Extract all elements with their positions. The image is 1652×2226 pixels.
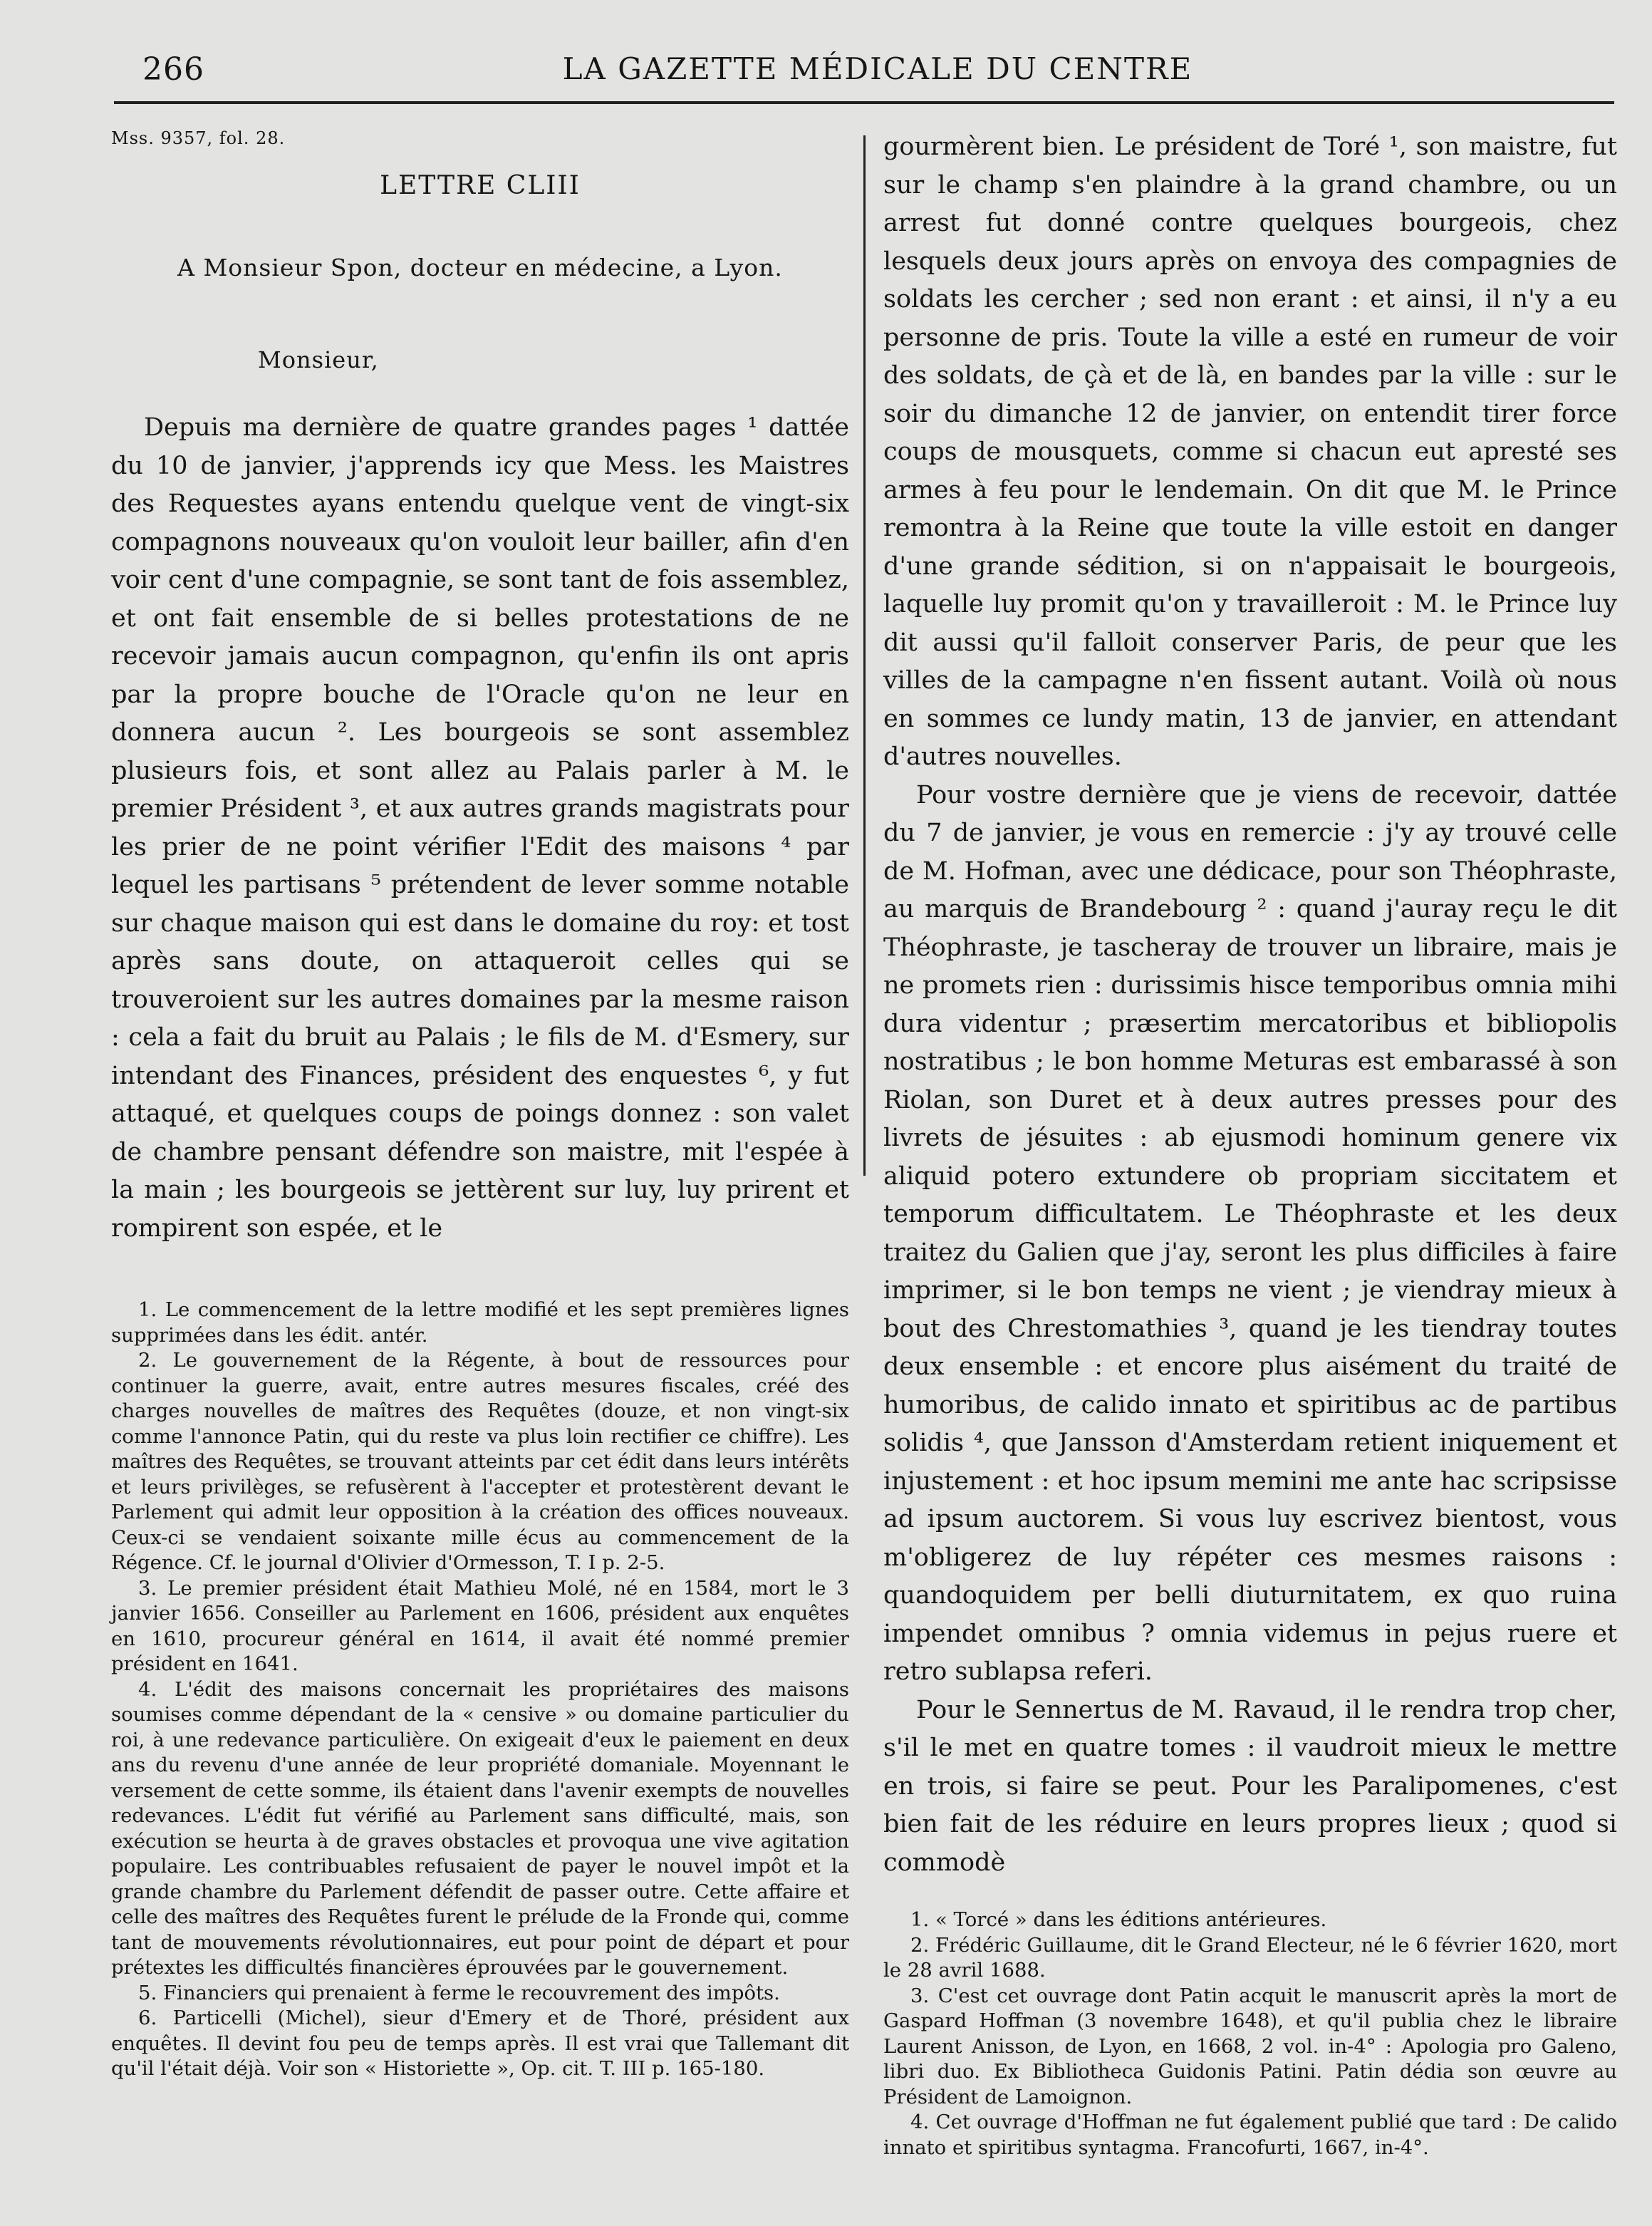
footnote: 3. Le premier président était Mathieu Molé, né en 1584, mort le 3 janvier 1656. Conseiller au Parlement en 1606, président aux enquêtes en 1610, procureur général en 1614, il avait été nommé premier président en 1641. [111,1576,849,1675]
footnote: 2. Le gouvernement de la Régente, à bout de ressources pour continuer la guerre, avait, entre autres mesures fiscales, créé des charges nouvelles de maîtres des Requêtes (douze, et non vingt-six comme l'annonce Patin, qui du reste va plus loin rectifier ce chiffre). Les maîtres des Requêtes, se trouvant atteints par cet édit dans leurs intérêts et leurs privilèges, se refusèrent à l'accepter et protestèrent devant le Parlement qui admit leur opposition à la création des offices nouveaux. Ceux-ci se vendaient soixante mille écus au commencement de la Régence. Cf. le journal d'Olivier d'Ormesson, T. I p. 2-5. [111,1349,849,1574]
footnote: 6. Particelli (Michel), sieur d'Emery et de Thoré, président aux enquêtes. Il devint fou peu de temps après. Il est vrai que Tallemant dit qu'il l'était déjà. Voir son « Historiette », Op. cit. T. III p. 165-180. [111,2007,849,2080]
column-divider [863,135,866,1176]
letter-addressee: A Monsieur Spon, docteur en médecine, a Lyon. [177,254,783,281]
footnote: 4. L'édit des maisons concernait les propriétaires des maisons soumises comme dépendant de la « censive » ou domaine particulier du roi, à une redevance particulière. On exigeait d'eux le paiement en deux ans du revenu d'une année de leur propriété domaniale. Moyennant le versement de cette somme, ils étaient dans l'avenir exempts de nouvelles redevances. L'édit fut vérifié au Parlement sans difficulté, mais, son exécution se heurta à de graves obstacles et provoqua une vive agitation populaire. Les contribuables refusaient de payer le nouvel impôt et la grande chambre du Parlement défendit de passer outre. Cette affaire et celle des maîtres des Requêtes furent le prélude de la Fronde qui, comme tant de mouvements révolutionnaires, eut pour point de départ et pour prétextes les difficultés financières éprouvées par le gouvernement. [111,1677,849,1979]
journal-title: LA GAZETTE MÉDICALE DU CENTRE [562,51,1193,86]
right-body-paragraph: gourmèrent bien. Le président de Toré ¹, son maistre, fut sur le champ s'en plaindre à la grand chambre, ou un arrest fut donné contre quelques bourgeois, chez lesquels deux jours après on envoya des compagnies de soldats les cercher ; sed non erant : et ainsi, il n'y a eu personne de pris. Toute la ville a esté en rumeur de voir des soldats, de çà et de là, en bandes par la ville : sur le soir du dimanche 12 de janvier, on entendit tirer force coups de mousquets, comme si chacun eut apresté ses armes à feu pour le lendemain. On dit que M. le Prince remontra à la Reine que toute la ville estoit en danger d'une grande sédition, si on n'appaisait le bourgeois, laquelle luy promit qu'on y travailleroit : M. le Prince luy dit aussi qu'il falloit conserver Paris, de peur que les villes de la campagne n'en fissent autant. Voilà où nous en sommes ce lundy matin, 13 de janvier, en attendant d'autres nouvelles. [883,133,1617,771]
header-rule [114,101,1614,104]
letter-salutation: Monsieur, [258,346,379,373]
footnote: 1. Le commencement de la lettre modifié et les sept premières lignes supprimées dans les édit. antér. [111,1298,849,1347]
footnote: 1. « Torcé » dans les éditions antérieures. [910,1908,1327,1931]
footnote: 2. Frédéric Guillaume, dit le Grand Electeur, né le 6 février 1620, mort le 28 avril 1688. [883,1933,1617,1982]
right-body-paragraph: Pour le Sennertus de M. Ravaud, il le rendra trop cher, s'il le met en quatre tomes : il vaudroit mieux le mettre en trois, si faire se peut. Pour les Paralipomenes, c'est bien fait de les réduire en leurs propres lieux ; quod si commodè [883,1695,1617,1877]
left-body-paragraph: Depuis ma dernière de quatre grandes pages ¹ dattée du 10 de janvier, j'apprends icy que Mess. les Maistres des Requestes ayans entendu quelque vent de vingt-six compagnons nouveaux qu'on vouloit leur bailler, afin d'en voir cent d'une compagnie, se sont tant de fois assemblez, et ont fait ensemble de si belles protestations de ne recevoir jamais aucun compagnon, qu'enfin ils ont apris par la propre bouche de l'Oracle qu'on ne leur en donnera aucun ². Les bourgeois se sont assemblez plusieurs fois, et sont allez au Palais parler à M. le premier Président ³, et aux autres grands magistrats pour les prier de ne point vérifier l'Edit des maisons ⁴ par lequel les partisans ⁵ prétendent de lever somme notable sur chaque maison qui est dans le domaine du roy: et tost après sans doute, on attaqueroit celles qui se trouveroient sur les autres domaines par la mesme raison : cela a fait du bruit au Palais ; le fils de M. d'Esmery, sur intendant des Finances, président des enquestes ⁶, y fut attaqué, et quelques coups de poings donnez : son valet de chambre pensant défendre son maistre, mit l'espée à la main ; les bourgeois se jettèrent sur luy, luy prirent et rompirent son espée, et le [111,413,849,1243]
left-body [111,409,849,1248]
left-column [111,128,849,2082]
footnote: 5. Financiers qui prenaient à ferme le recouvrement des impôts. [138,1981,780,2004]
left-footnotes [111,1298,849,2082]
right-column [883,128,1617,2160]
letter-title: LETTRE CLIII [380,171,581,200]
page-number: 266 [142,51,204,88]
right-footnotes [883,1907,1617,2160]
right-body [883,128,1617,1882]
manuscript-reference: Mss. 9357, fol. 28. [111,128,286,148]
footnote: 4. Cet ouvrage d'Hoffman ne fut également publié que tard : De calido innato et spiritibus syntagma. Francofurti, 1667, in-4°. [883,2111,1617,2159]
page-header [142,51,1613,94]
right-body-paragraph: Pour vostre dernière que je viens de recevoir, dattée du 7 de janvier, je vous en remercie : j'y ay trouvé celle de M. Hofman, avec une dédicace, pour son Théophraste, au marquis de Brandebourg ² : quand j'auray reçu le dit Théophraste, je tascheray de trouver un libraire, mais je ne promets rien : durissimis hisce temporibus omnia mihi dura videntur ; præsertim mercatoribus et bibliopolis nostratibus ; le bon homme Meturas est embarassé à son Riolan, son Duret et à deux autres presses pour des livrets de jésuites : ab ejusmodi hominum genere vix aliquid potero extundere ob propriam siccitatem et temporum difficultatem. Le Théophraste et les deux traitez du Galien que j'ay, seront les plus difficiles à faire imprimer, si le bon temps ne vient ; je viendray mieux à bout des Chrestomathies ³, quand je les tiendray toutes deux ensemble : et encore plus aisément du traité de humoribus, de calido innato et spiritibus ac de partibus solidis ⁴, que Jansson d'Amsterdam retient iniquement et injustement : et hoc ipsum memini me ante hac scripsisse ad ipsum auctorem. Si vous luy escrivez bientost, vous m'obligerez de luy répéter ces mesmes raisons : quandoquidem per belli diuturnitatem, ex quo ruina impendet omnibus ? omnia videmus in pejus ruere et retro sublapsa referi. [883,780,1617,1686]
footnote: 3. C'est cet ouvrage dont Patin acquit le manuscrit après la mort de Gaspard Hoffman (3 novembre 1648), et qu'il publia chez le libraire Laurent Anisson, de Lyon, en 1668, 2 vol. in-4° : Apologia pro Galeno, libri duo. Ex Bibliotheca Guidonis Patini. Patin dédia son œuvre au Président de Lamoignon. [883,1984,1617,2108]
